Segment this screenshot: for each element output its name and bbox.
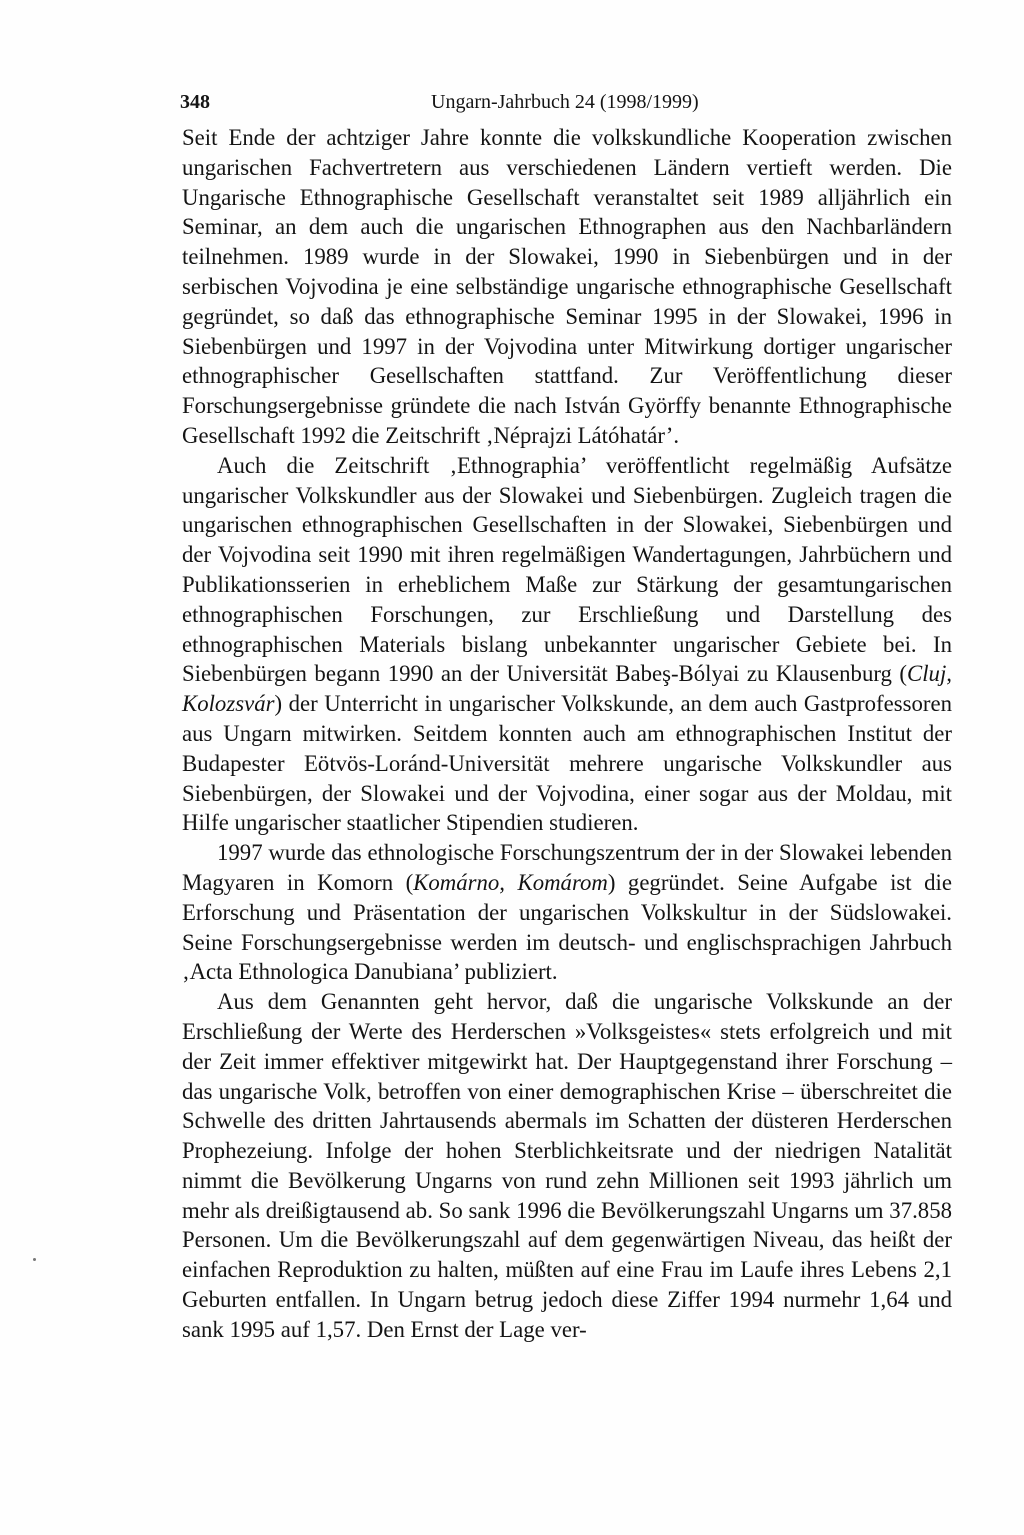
italic-place-name: Cluj, Kolozsvár — [182, 661, 952, 717]
paragraph-1 — [182, 123, 952, 451]
text-run: 1997 wurde das ethnologische Forschungszentrum der in der Slowakei lebenden Magyaren in Komorn ( — [182, 840, 952, 895]
paragraph-2 — [182, 451, 952, 838]
text-run: ) gegründet. Seine Aufgabe ist die Erforschung und Präsentation der ungarischen Volkskultur in der Südslowakei. Seine Forschungsergebnisse werden im deutsch- und englischsprachigen Jahrbuch ‚Acta Ethnologica Danubiana’ publiziert. — [182, 869, 952, 985]
paragraph-4 — [182, 987, 952, 1345]
running-head: Ungarn-Jahrbuch 24 (1998/1999) — [431, 91, 699, 113]
text-run: ) der Unterricht in ungarischer Volkskunde, an dem auch Gastprofessoren aus Ungarn mitwirken. Seitdem konnten auch am ethnographischen Institut der Budapester Eötvös-Loránd-Universität mehrere ungarische Volkskundler aus Siebenbürgen, der Slowakei und der Vojvodina, einer sogar aus der Moldau, mit Hilfe ungarischer staatlicher Stipendien studieren. — [182, 691, 952, 836]
text-run: Seit Ende der achtziger Jahre konnte die volkskundliche Kooperation zwischen ungarischen Fachvertretern aus verschiedenen Ländern vertieft werden. Die Ungarische Ethnographische Gesellschaft veranstaltet seit 1989 alljährlich ein Seminar, an dem auch die ungarischen Ethnographen aus den Nachbarländern teilnehmen. 1989 wurde in der Slowakei, 1990 in Siebenbürgen und in der serbischen Vojvodina je eine selbständige ungarische ethnographische Gesellschaft gegründet, so daß das ethnographische Seminar 1995 in der Slowakei, 1996 in Siebenbürgen und 1997 in der Vojvodina unter Mitwirkung dortiger ungarischer ethnographischer Gesellschaften stattfand. Zur Veröffentlichung dieser Forschungsergebnisse gründete die nach István Györffy benannte Ethnographische Gesellschaft 1992 die Zeitschrift ‚Néprajzi Látóhatár’. — [182, 125, 952, 448]
scan-speck — [33, 1258, 36, 1261]
italic-place-name: Komárno, Komárom — [413, 869, 608, 895]
paragraph-3 — [182, 838, 952, 987]
page-header — [182, 84, 952, 120]
text-run: Auch die Zeitschrift ‚Ethnographia’ veröffentlicht regelmäßig Aufsätze ungarischer Volkskundler aus der Slowakei und Siebenbürgen. Zugleich tragen die ungarischen ethnographischen Gesellschaften in der Slowakei, Siebenbürgen und der Vojvodina seit 1990 mit ihren regelmäßigen Wandertagungen, Jahrbüchern und Publikationsserien in erheblichem Maße zur Stärkung der gesamtungarischen ethnographischen Forschungen, zur Erschließung und Darstellung des ethnographischen Materials bislang unbekannter ungarischer Gebiete bei. In Siebenbürgen begann 1990 an der Universität Babeş-Bólyai zu Klausenburg ( — [182, 452, 952, 687]
body-text — [182, 123, 952, 1345]
text-run: Aus dem Genannten geht hervor, daß die ungarische Volkskunde an der Erschließung der Werte des Herderschen »Volksgeistes« stets erfolgreich und mit der Zeit immer effektiver mitgewirkt hat. Der Hauptgegenstand ihrer Forschung – das ungarische Volk, betroffen von einer demographischen Krise – überschreitet die Schwelle des dritten Jahrtausends abermals im Schatten der düsteren Herderschen Prophezeiung. Infolge der hohen Sterblichkeitsrate und der niedrigen Natalität nimmt die Bevölkerung Ungarns von rund zehn Millionen seit 1993 jährlich um mehr als dreißigtausend ab. So sank 1996 die Bevölkerungszahl Ungarns um 37.858 Personen. Um die Bevölkerungszahl auf dem gegenwärtigen Niveau, das heißt der einfachen Reproduktion zu halten, müßten auf eine Frau im Laufe ihres Lebens 2,1 Geburten entfallen. In Ungarn betrug jedoch diese Ziffer 1994 nurmehr 1,64 und sank 1995 auf 1,57. Den Ernst der Lage ver- — [182, 989, 952, 1342]
page-number: 348 — [180, 91, 210, 113]
